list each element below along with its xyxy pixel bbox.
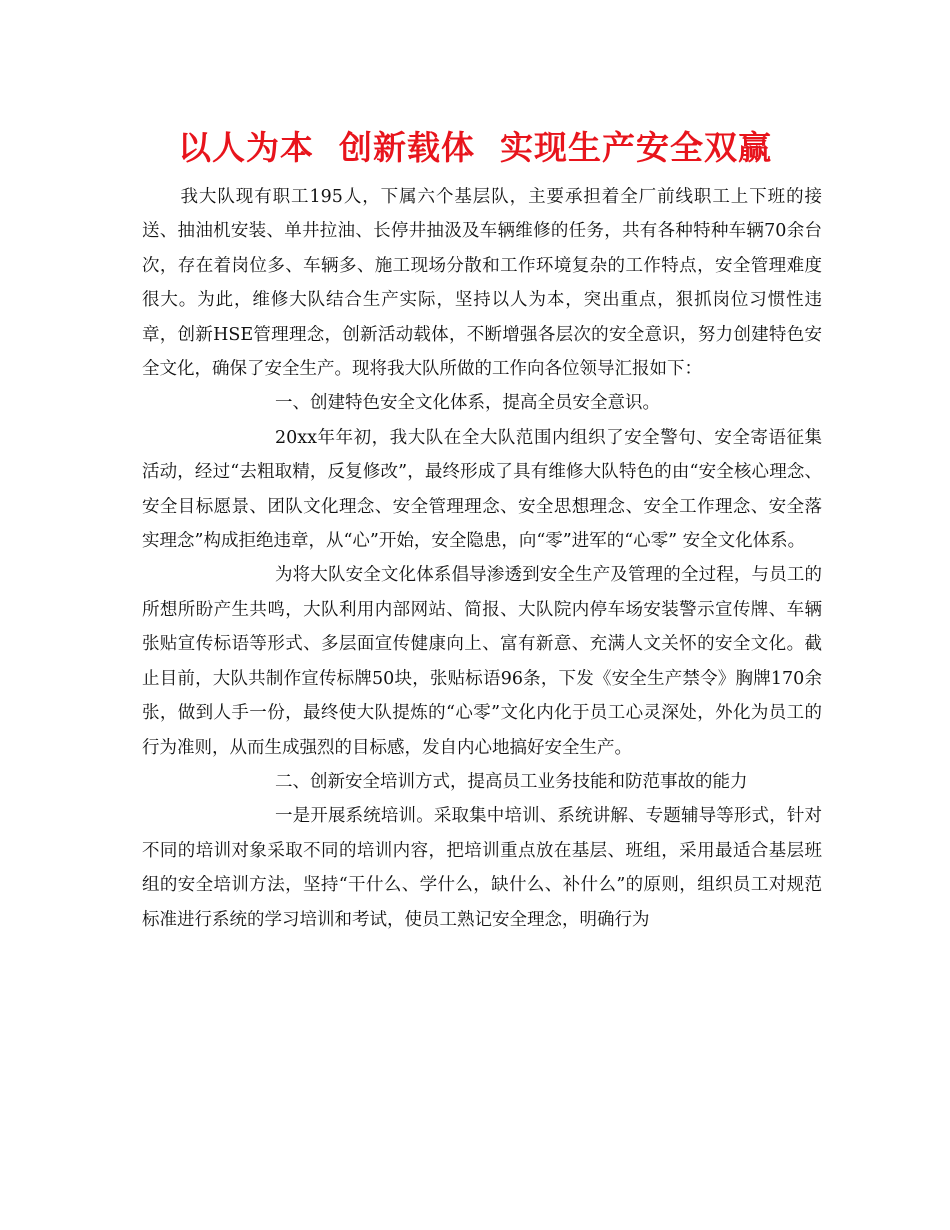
paragraph-culture-collection: 20xx年年初，我大队在全大队范围内组织了安全警句、安全寄语征集活动，经过“去粗取精，反复修改”，最终形成了具有维修大队特色的由“安全核心理念、安全目标愿景、团队文化理念、安全管理理念、安全思想理念、安全工作理念、安全落实理念”构成拒绝违章，从“心”开始，安全隐患，向“零”进军的“心零” 安全文化体系。 [142,427,822,552]
paragraph-intro: 我大队现有职工195人，下属六个基层队，主要承担着全厂前线职工上下班的接送、抽油机安装、单井拉油、长停井抽汲及车辆维修的任务，共有各种特种车辆70余台次，存在着岗位多、车辆多、施工现场分散和工作环境复杂的工作特点，安全管理难度很大。为此，维修大队结合生产实际，坚持以人为本，突出重点，狠抓岗位习惯性违章，创新HSE管理理念，创新活动载体，不断增强各层次的安全意识，努力创建特色安全文化，确保了安全生产。现将我大队所做的工作向各位领导汇报如下： [142,187,822,380]
paragraph-culture-promotion: 为将大队安全文化体系倡导渗透到安全生产及管理的全过程，与员工的所想所盼产生共鸣，大队利用内部网站、简报、大队院内停车场安装警示宣传牌、车辆张贴宣传标语等形式、多层面宣传健康向上、富有新意、充满人文关怀的安全文化。截止目前，大队共制作宣传标牌50块，张贴标语96条，下发《安全生产禁令》胸牌170余张，做到人手一份，最终使大队提炼的“心零”文化内化于员工心灵深处，外化为员工的行为准则，从而生成强烈的目标感，发自内心地搞好安全生产。 [142,565,822,758]
section-heading-1: 一、创建特色安全文化体系，提高全员安全意识。 [275,393,660,414]
section-heading-2: 二、创新安全培训方式，提高员工业务技能和防范事故的能力 [275,771,748,792]
paragraph-training: 一是开展系统培训。采取集中培训、系统讲解、专题辅导等形式，针对不同的培训对象采取不同的培训内容，把培训重点放在基层、班组，采用最适合基层班组的安全培训方法，坚持“干什么、学什么，缺什么、补什么”的原则，组织员工对规范标准进行系统的学习培训和考试，使员工熟记安全理念，明确行为 [142,806,822,930]
document-title: 以人为本 创新载体 实现生产安全双赢 [178,128,772,167]
document-body [142,180,822,937]
